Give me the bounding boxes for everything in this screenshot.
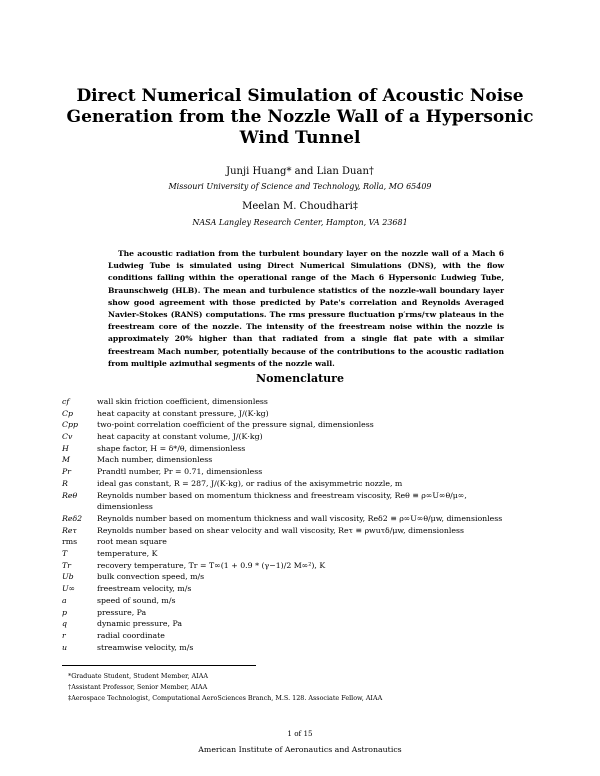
nomenclature-symbol: p	[62, 607, 67, 617]
nomenclature-entry	[62, 443, 552, 455]
footnote: ‡Aerospace Technologist, Computational AeroSciences Branch, M.S. 128. Associate Fellow, AIAA	[68, 693, 383, 702]
nomenclature-description: shape factor, H = δ*/θ, dimensionless	[97, 443, 246, 453]
footnote: *Graduate Student, Student Member, AIAA	[68, 672, 208, 680]
nomenclature-entry	[62, 419, 552, 431]
nomenclature-entry	[62, 607, 552, 619]
nomenclature-description: freestream velocity, m/s	[97, 584, 192, 594]
nomenclature-heading: Nomenclature	[256, 372, 344, 385]
nomenclature-symbol: Cp	[62, 408, 73, 418]
nomenclature-entry	[62, 478, 552, 490]
nomenclature-description: speed of sound, m/s	[97, 595, 176, 605]
nomenclature-description: temperature, K	[97, 549, 158, 559]
nomenclature-description: heat capacity at constant pressure, J/(K·kg)	[97, 408, 269, 418]
nomenclature-entry	[62, 525, 552, 537]
nomenclature-entry	[62, 408, 552, 420]
organization-footer: American Institute of Aeronautics and Astronautics	[198, 745, 402, 754]
nomenclature-entry	[62, 454, 552, 466]
paper-title: Direct Numerical Simulation of Acoustic Noise Generation from the Nozzle Wall of a Hypersonic Wind Tunnel	[66, 86, 534, 148]
nomenclature-list	[62, 396, 552, 653]
nomenclature-symbol: M	[62, 455, 70, 465]
footnote-divider	[62, 665, 256, 666]
nomenclature-description: root mean square	[97, 537, 167, 547]
nomenclature-entry	[62, 548, 552, 560]
nomenclature-symbol: Reτ	[62, 525, 77, 535]
nomenclature-symbol: q	[62, 619, 67, 629]
nomenclature-description: ideal gas constant, R = 287, J/(K·kg), or radius of the axisymmetric nozzle, m	[97, 478, 403, 488]
nomenclature-symbol: Cv	[62, 432, 73, 442]
nomenclature-symbol: Tr	[62, 560, 71, 570]
author-names-2: Meelan M. Choudhari‡	[242, 201, 358, 212]
nomenclature-entry	[62, 642, 552, 654]
nomenclature-symbol: r	[62, 630, 66, 640]
nomenclature-entry	[62, 431, 552, 443]
author-affiliation-1: Missouri University of Science and Technology, Rolla, MO 65409	[168, 182, 432, 191]
nomenclature-description: Reynolds number based on momentum thickness and wall viscosity, Reδ2 ≡ ρ∞U∞θ/μw, dimensionless	[97, 514, 503, 523]
nomenclature-description: Prandtl number, Pr = 0.71, dimensionless	[97, 467, 263, 477]
nomenclature-symbol: U∞	[62, 584, 76, 594]
abstract: The acoustic radiation from the turbulent boundary layer on the nozzle wall of a Mach 6 Ludwieg Tube is simulated using Direct Numerical Simulations (DNS), with the flow conditions falling within the operational range of the Mach 6 Hypersonic Ludwieg Tube, Braunschweig (HLB). The mean and turbulence statistics of the nozzle-wall boundary layer show good agreement with those predicted by Pate's correlation and Reynolds Averaged Navier-Stokes (RANS) computations. The rms pressure fluctuation p′rms/τw plateaus in the freestream core of the nozzle. The intensity of the freestream noise within the nozzle is approximately 20% higher than that radiated from a single flat pate with a similar freestream Mach number, potentially because of the contributions to the acoustic radiation from multiple azimuthal segments of the nozzle wall.	[108, 249, 504, 368]
footnotes	[68, 671, 382, 703]
nomenclature-entry	[62, 560, 552, 572]
nomenclature-symbol: Ub	[62, 572, 74, 582]
nomenclature-symbol: Reδ2	[62, 514, 83, 523]
nomenclature-symbol: Reθ	[62, 490, 78, 500]
nomenclature-description: streamwise velocity, m/s	[97, 642, 194, 652]
nomenclature-entry	[62, 630, 552, 642]
nomenclature-entry	[62, 490, 552, 514]
nomenclature-entry	[62, 583, 552, 595]
nomenclature-symbol: Cpp	[62, 420, 78, 430]
nomenclature-description: pressure, Pa	[97, 607, 147, 617]
author-names-1: Junji Huang* and Lian Duan†	[226, 166, 374, 177]
nomenclature-symbol: Pr	[62, 467, 71, 477]
nomenclature-symbol: cf	[62, 397, 70, 406]
nomenclature-symbol: a	[62, 595, 67, 605]
nomenclature-entry	[62, 466, 552, 478]
nomenclature-entry	[62, 396, 552, 408]
nomenclature-description: Reynolds number based on momentum thickness and freestream viscosity, Reθ ≡ ρ∞U∞θ/μ∞,	[97, 490, 467, 500]
nomenclature-description: bulk convection speed, m/s	[97, 572, 205, 582]
nomenclature-entry	[62, 595, 552, 607]
nomenclature-symbol: u	[62, 642, 68, 652]
nomenclature-description: Reynolds number based on shear velocity and wall viscosity, Reτ ≡ ρwuτδ/μw, dimensionless	[97, 525, 464, 535]
nomenclature-entry	[62, 618, 552, 630]
footnote: †Assistant Professor, Senior Member, AIAA	[68, 682, 208, 691]
nomenclature-entry	[62, 536, 552, 548]
nomenclature-description: heat capacity at constant volume, J/(K·kg)	[97, 432, 263, 442]
page-number: 1 of 15	[287, 729, 313, 738]
nomenclature-symbol: H	[62, 443, 69, 453]
nomenclature-description: dynamic pressure, Pa	[97, 619, 182, 629]
nomenclature-description: two-point correlation coefficient of the pressure signal, dimensionless	[97, 420, 374, 430]
nomenclature-description-cont: dimensionless	[97, 502, 153, 512]
nomenclature-description: recovery temperature, Tr = T∞(1 + 0.9 * (γ−1)/2 M∞²), K	[97, 560, 326, 570]
author-affiliation-2: NASA Langley Research Center, Hampton, VA 23681	[192, 218, 408, 227]
nomenclature-symbol: R	[62, 478, 68, 488]
nomenclature-description: Mach number, dimensionless	[97, 455, 213, 465]
nomenclature-symbol: rms	[62, 537, 78, 547]
nomenclature-description: radial coordinate	[97, 630, 165, 640]
nomenclature-symbol: T	[62, 549, 68, 559]
nomenclature-entry	[62, 571, 552, 583]
nomenclature-description: wall skin friction coefficient, dimensionless	[97, 397, 268, 406]
nomenclature-entry	[62, 513, 552, 525]
